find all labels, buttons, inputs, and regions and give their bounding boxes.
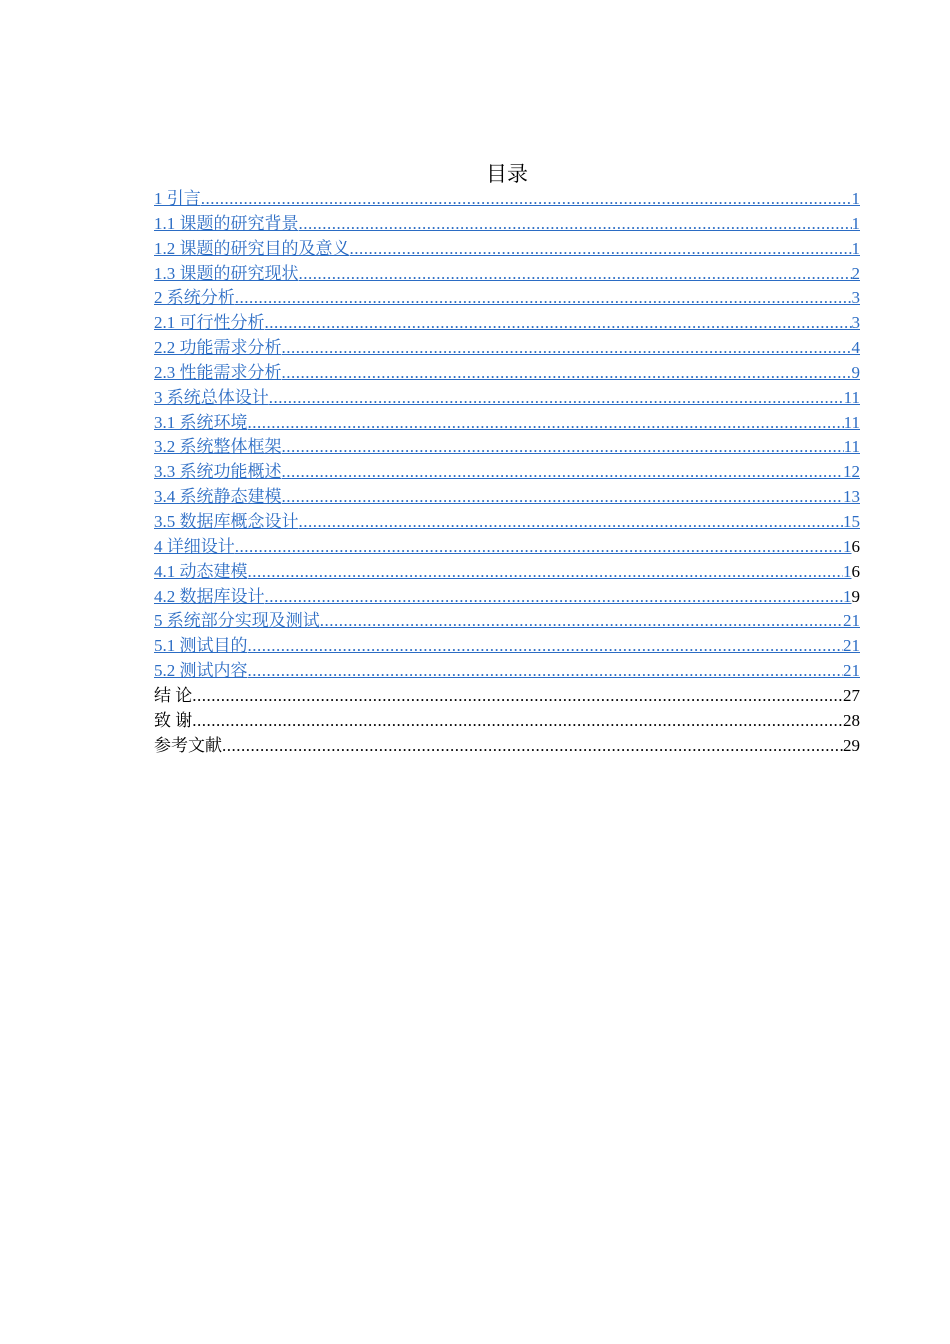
- toc-page-number: [843, 560, 860, 585]
- toc-page-number: [843, 460, 860, 485]
- toc-page-number: [843, 535, 860, 560]
- toc-entry[interactable]: [154, 535, 860, 560]
- toc-entry[interactable]: [154, 237, 860, 262]
- toc-title: 目录: [486, 162, 528, 186]
- toc-page-link: 4: [851, 338, 860, 358]
- toc-entry[interactable]: [154, 560, 860, 585]
- toc-page-number: [852, 212, 861, 237]
- toc-entry-label: 2.3 性能需求分析: [154, 362, 282, 382]
- toc-entry-label: 参考文献: [154, 735, 222, 755]
- toc-entry[interactable]: [154, 510, 860, 535]
- toc-entry-label: 4 详细设计: [154, 536, 235, 556]
- toc-dot-leader: [248, 411, 844, 436]
- toc-page-link: 11: [843, 387, 860, 407]
- toc-entry[interactable]: [154, 435, 860, 460]
- toc-page-link: 1: [843, 536, 852, 556]
- toc-dot-leader: [282, 336, 852, 361]
- toc-page-number: [843, 734, 860, 759]
- toc-dot-leader: [282, 485, 844, 510]
- toc-page-link: 1: [851, 213, 860, 233]
- toc-page-number: [843, 659, 860, 684]
- toc-entry-label: 3 系统总体设计: [154, 387, 269, 407]
- table-of-contents: [154, 187, 860, 758]
- toc-dot-leader: [299, 510, 844, 535]
- toc-entry-label: 3.2 系统整体框架: [154, 437, 282, 457]
- toc-page-number: [843, 510, 860, 535]
- toc-dot-leader: [282, 361, 852, 386]
- toc-page-number: [844, 386, 860, 411]
- toc-entry[interactable]: [154, 336, 860, 361]
- toc-entry-label: 结 论: [154, 685, 193, 705]
- toc-page-link: 21: [843, 611, 860, 631]
- toc-entry[interactable]: [154, 311, 860, 336]
- toc-entry[interactable]: [154, 485, 860, 510]
- toc-page-link: 2: [851, 263, 860, 283]
- toc-entry[interactable]: [154, 212, 860, 237]
- toc-page-number: [844, 411, 860, 436]
- toc-entry-label: 3.1 系统环境: [154, 412, 248, 432]
- toc-page-link: 21: [843, 661, 860, 681]
- toc-dot-leader: [265, 585, 844, 610]
- toc-dot-leader: [269, 386, 844, 411]
- toc-entry[interactable]: [154, 460, 860, 485]
- toc-entry-label: 1.1 课题的研究背景: [154, 213, 299, 233]
- toc-page-number: [843, 684, 860, 709]
- toc-page-number: [852, 187, 861, 212]
- toc-dot-leader: [248, 634, 844, 659]
- toc-page-link: 11: [843, 412, 860, 432]
- toc-entry-label: 3.3 系统功能概述: [154, 462, 282, 482]
- toc-entry-label: 1.2 课题的研究目的及意义: [154, 238, 350, 258]
- toc-page-link: 12: [843, 462, 860, 482]
- toc-page-rest: 29: [843, 735, 860, 755]
- toc-dot-leader: [282, 435, 844, 460]
- toc-dot-leader: [248, 560, 844, 585]
- toc-page-link: 3: [851, 288, 860, 308]
- toc-page-number: [843, 634, 860, 659]
- toc-dot-leader: [201, 187, 852, 212]
- toc-entry[interactable]: [154, 187, 860, 212]
- toc-page-link: 1: [843, 586, 852, 606]
- toc-dot-leader: [350, 237, 852, 262]
- toc-entry-label: 5.1 测试目的: [154, 636, 248, 656]
- toc-entry[interactable]: [154, 411, 860, 436]
- toc-page-number: [852, 311, 861, 336]
- toc-page-link: 11: [843, 437, 860, 457]
- toc-dot-leader: [192, 709, 843, 734]
- toc-dot-leader: [320, 609, 843, 634]
- toc-entry[interactable]: [154, 609, 860, 634]
- toc-dot-leader: [235, 286, 852, 311]
- toc-entry-label: 5.2 测试内容: [154, 661, 248, 681]
- toc-page-number: [852, 336, 861, 361]
- toc-page-rest: 6: [851, 536, 860, 556]
- toc-dot-leader: [282, 460, 844, 485]
- toc-dot-leader: [248, 659, 844, 684]
- toc-entry-label: 4.1 动态建模: [154, 561, 248, 581]
- toc-entry-label: 5 系统部分实现及测试: [154, 611, 320, 631]
- toc-page-rest: 6: [851, 561, 860, 581]
- toc-entry: [154, 709, 860, 734]
- toc-page-link: 21: [843, 636, 860, 656]
- toc-entry-label: 2.2 功能需求分析: [154, 338, 282, 358]
- toc-page-rest: 9: [851, 586, 860, 606]
- toc-page-link: 13: [843, 487, 860, 507]
- toc-entry[interactable]: [154, 659, 860, 684]
- toc-entry[interactable]: [154, 386, 860, 411]
- toc-entry: [154, 684, 860, 709]
- toc-entry-label: 2 系统分析: [154, 288, 235, 308]
- toc-page-rest: 27: [843, 685, 860, 705]
- toc-entry-label: 2.1 可行性分析: [154, 313, 265, 333]
- toc-page-link: 1: [851, 189, 860, 208]
- toc-page-link: 9: [851, 362, 860, 382]
- toc-dot-leader: [235, 535, 843, 560]
- toc-page-link: 15: [843, 511, 860, 531]
- toc-dot-leader: [222, 734, 843, 759]
- toc-entry-label: 3.5 数据库概念设计: [154, 511, 299, 531]
- toc-entry-label: 3.4 系统静态建模: [154, 487, 282, 507]
- toc-entry-label: 4.2 数据库设计: [154, 586, 265, 606]
- toc-entry: [154, 734, 860, 759]
- toc-page-number: [844, 435, 860, 460]
- toc-page-number: [852, 237, 861, 262]
- toc-dot-leader: [299, 212, 852, 237]
- toc-dot-leader: [265, 311, 852, 336]
- toc-page-number: [852, 286, 861, 311]
- toc-page-link: 3: [851, 313, 860, 333]
- toc-entry-label: 1.3 课题的研究现状: [154, 263, 299, 283]
- toc-page-number: [843, 709, 860, 734]
- toc-page-number: [843, 609, 860, 634]
- toc-entry[interactable]: [154, 361, 860, 386]
- toc-dot-leader: [192, 684, 843, 709]
- toc-page-link: 1: [851, 238, 860, 258]
- toc-page-number: [852, 361, 861, 386]
- toc-page-number: [843, 585, 860, 610]
- toc-page-rest: 28: [843, 710, 860, 730]
- toc-entry[interactable]: [154, 634, 860, 659]
- toc-page-number: [843, 485, 860, 510]
- toc-entry-label: 致 谢: [154, 710, 193, 730]
- toc-entry[interactable]: [154, 585, 860, 610]
- toc-entry[interactable]: [154, 286, 860, 311]
- toc-page-link: 1: [843, 561, 852, 581]
- toc-dot-leader: [299, 262, 852, 287]
- toc-entry[interactable]: [154, 262, 860, 287]
- toc-entry-label: 1 引言: [154, 189, 201, 208]
- toc-page-number: [852, 262, 861, 287]
